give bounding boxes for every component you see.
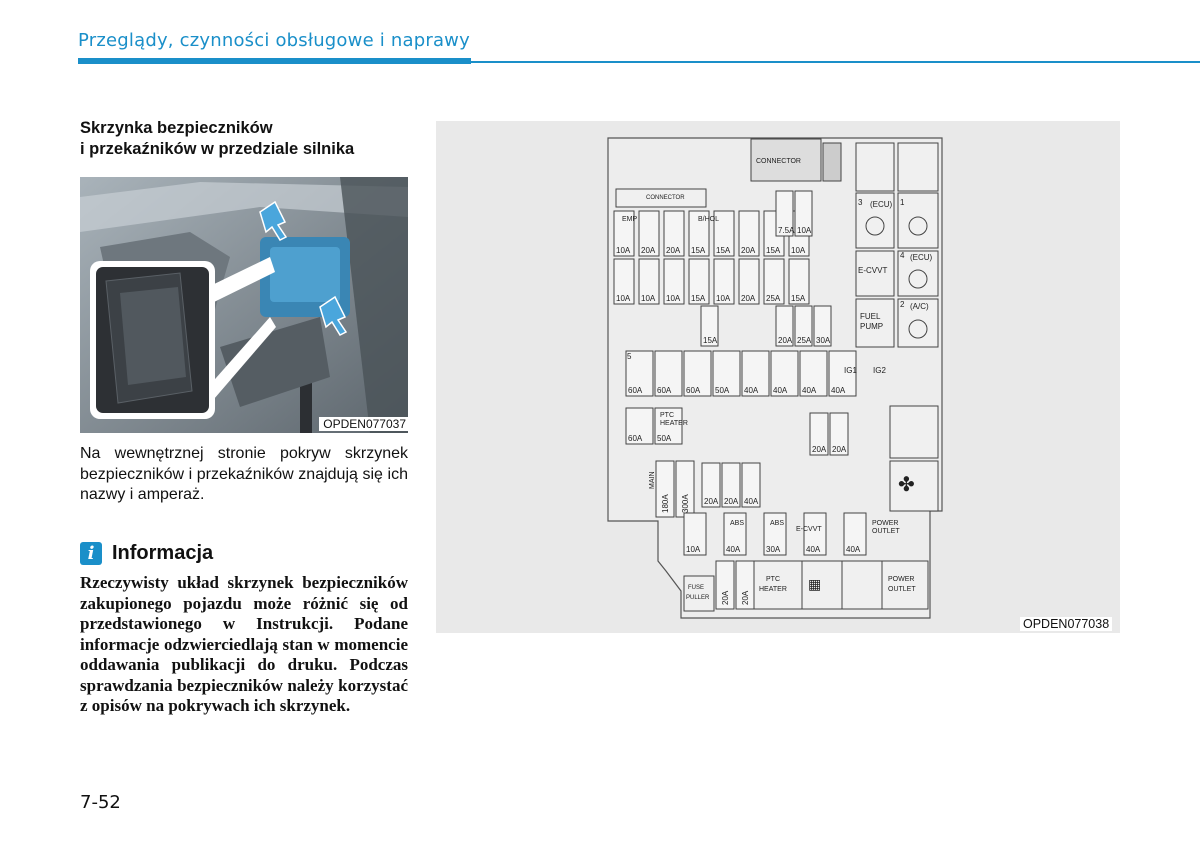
fuel-pump-label-2: PUMP — [860, 322, 884, 331]
fuse-amperage: 40A — [744, 497, 759, 506]
fuse-amperage: 60A — [686, 386, 701, 395]
ig2-label: IG2 — [873, 366, 886, 375]
relay-slot — [856, 143, 894, 191]
header-rule-thick — [78, 58, 471, 64]
fuse-amperage: 40A — [802, 386, 817, 395]
fuse-amperage: 15A — [691, 294, 706, 303]
fuse-amperage: 40A — [744, 386, 759, 395]
fuse-amperage: 20A — [812, 445, 827, 454]
defog-icon: ▦ — [808, 576, 822, 592]
relay-slot — [890, 406, 938, 458]
spare-mid-fuses — [701, 306, 718, 346]
section-title — [80, 118, 410, 160]
fuse-amperage: 40A — [831, 386, 846, 395]
info-icon: i — [80, 542, 102, 565]
main-label: MAIN — [649, 471, 656, 489]
emp-label: EMP — [622, 216, 638, 223]
fuse-amperage: 20A — [704, 497, 719, 506]
mid-fuse-row — [702, 463, 760, 507]
relay-ecu-label: (ECU) — [870, 200, 893, 209]
fuse-amperage: 50A — [657, 434, 672, 443]
evvt-fuse-label: E-CVVT — [796, 526, 822, 533]
fuse-box-svg — [436, 121, 1120, 633]
photo-caption-text: OPDEN077037 — [319, 417, 408, 431]
relay-number: 4 — [900, 251, 905, 260]
engine-bay-photo — [80, 177, 408, 433]
fuse-amperage: 7.5A — [778, 226, 795, 235]
po-relay-label-1: POWER — [888, 576, 915, 583]
fuse-amperage: 20A — [641, 246, 656, 255]
fuse-amperage: 10A — [797, 226, 812, 235]
fuse-amperage: 25A — [797, 336, 812, 345]
relay-number: 1 — [900, 198, 905, 207]
connector-small-label: CONNECTOR — [646, 195, 685, 201]
diagram-caption: OPDEN077038 — [1020, 617, 1112, 631]
ptc-label-2: HEATER — [660, 420, 688, 427]
fuse-amperage: 60A — [657, 386, 672, 395]
fuse-amperage: 15A — [766, 246, 781, 255]
fuse-amperage: 20A — [721, 590, 730, 605]
power-outlet-relay — [882, 561, 928, 609]
body-paragraph: Na wewnętrznej stronie pokryw skrzynek bezpieczników i przekaźników znajdują się ich nazwy i amperaż. — [80, 445, 408, 503]
fuse-amperage: 10A — [616, 246, 631, 255]
photo-caption — [80, 417, 408, 431]
relay-slot — [898, 143, 938, 191]
big-row-number: 5 — [627, 352, 632, 361]
fuel-pump-label-1: FUEL — [860, 312, 881, 321]
info-text: Rzeczywisty układ skrzynek bezpieczników zakupionego pojazdu może różnić się od przedstawionego w Instrukcji. Podane informacje odzwierciedlają stan w momencie oddawania publikacji do druku. Podczas sprawdzania bezpieczników należy korzystać z opisów na pokrywach ich skrzynek. — [80, 573, 408, 715]
section-title-line-1: Skrzynka bezpieczników — [80, 119, 273, 137]
fuse-amperage: 10A — [641, 294, 656, 303]
relay-ecu-label-2: (ECU) — [910, 253, 933, 262]
fuse-amperage: 50A — [715, 386, 730, 395]
fuse-amperage: 10A — [716, 294, 731, 303]
ptc-relay-label-1: PTC — [766, 576, 780, 583]
engine-bay-illustration — [80, 177, 408, 433]
fuse-amperage: 20A — [832, 445, 847, 454]
fuse-amperage: 40A — [846, 545, 861, 554]
ptc-label-1: PTC — [660, 412, 674, 419]
section-title-line-2: i przekaźników w przedziale silnika — [80, 140, 355, 158]
spare-right-fuses — [776, 306, 831, 346]
fuse-amperage: 40A — [806, 545, 821, 554]
info-heading — [80, 540, 213, 566]
relay-slot — [842, 561, 882, 609]
bhol-label: B/HOL — [698, 216, 720, 223]
evvt-relay-label: E-CVVT — [858, 266, 888, 275]
fan-icon: ✤ — [898, 474, 915, 496]
po-relay-label-2: OUTLET — [888, 586, 916, 593]
fuse-amperage: 15A — [691, 246, 706, 255]
fuse-amperage: 20A — [778, 336, 793, 345]
fuse-puller-label-1: FUSE — [688, 585, 705, 591]
abs-label-2: ABS — [770, 520, 785, 527]
po-label-2: OUTLET — [872, 528, 900, 535]
ptc-relay-label-2: HEATER — [759, 586, 787, 593]
fuse-box-diagram — [436, 121, 1120, 633]
ptc-heater-relay — [754, 561, 802, 609]
po-label-1: POWER — [872, 520, 899, 527]
fuse-amperage: 15A — [791, 294, 806, 303]
fuse-amperage: 15A — [703, 336, 718, 345]
fuse-amperage: 20A — [741, 590, 750, 605]
fuse-amperage: 40A — [773, 386, 788, 395]
fuse-amperage: 20A — [741, 246, 756, 255]
header-rule-thin — [471, 61, 1200, 63]
fuse-amperage: 20A — [724, 497, 739, 506]
fuse-amperage: 30A — [766, 545, 781, 554]
fuse-amperage: 10A — [686, 545, 701, 554]
fuse-amperage: 25A — [766, 294, 781, 303]
ig1-label: IG1 — [844, 366, 857, 375]
page-number: 7-52 — [80, 792, 121, 813]
fuse-amperage: 15A — [716, 246, 731, 255]
fuse-amperage: 10A — [666, 294, 681, 303]
info-title: Informacja — [112, 541, 214, 564]
fuse-amperage: 180A — [661, 494, 670, 513]
fuse-amperage: 10A — [616, 294, 631, 303]
fuse-amperage: 300A — [681, 494, 690, 513]
fuse-amperage: 30A — [816, 336, 831, 345]
fuse-amperage: 60A — [628, 386, 643, 395]
fuse-amperage: 20A — [741, 294, 756, 303]
ac-relay-label: (A/C) — [910, 302, 929, 311]
abs-label-1: ABS — [730, 520, 745, 527]
running-header: Przeglądy, czynności obsługowe i naprawy — [78, 30, 470, 51]
fuse-puller-label-2: PULLER — [686, 595, 710, 601]
fuse-amperage: 20A — [666, 246, 681, 255]
fuse-amperage: 60A — [628, 434, 643, 443]
fuse-amperage: 10A — [791, 246, 806, 255]
relay-number: 3 — [858, 198, 863, 207]
fuse-amperage: 40A — [726, 545, 741, 554]
fuse-puller — [684, 576, 714, 611]
connector-top-label: CONNECTOR — [756, 158, 801, 165]
relay-number: 2 — [900, 300, 905, 309]
